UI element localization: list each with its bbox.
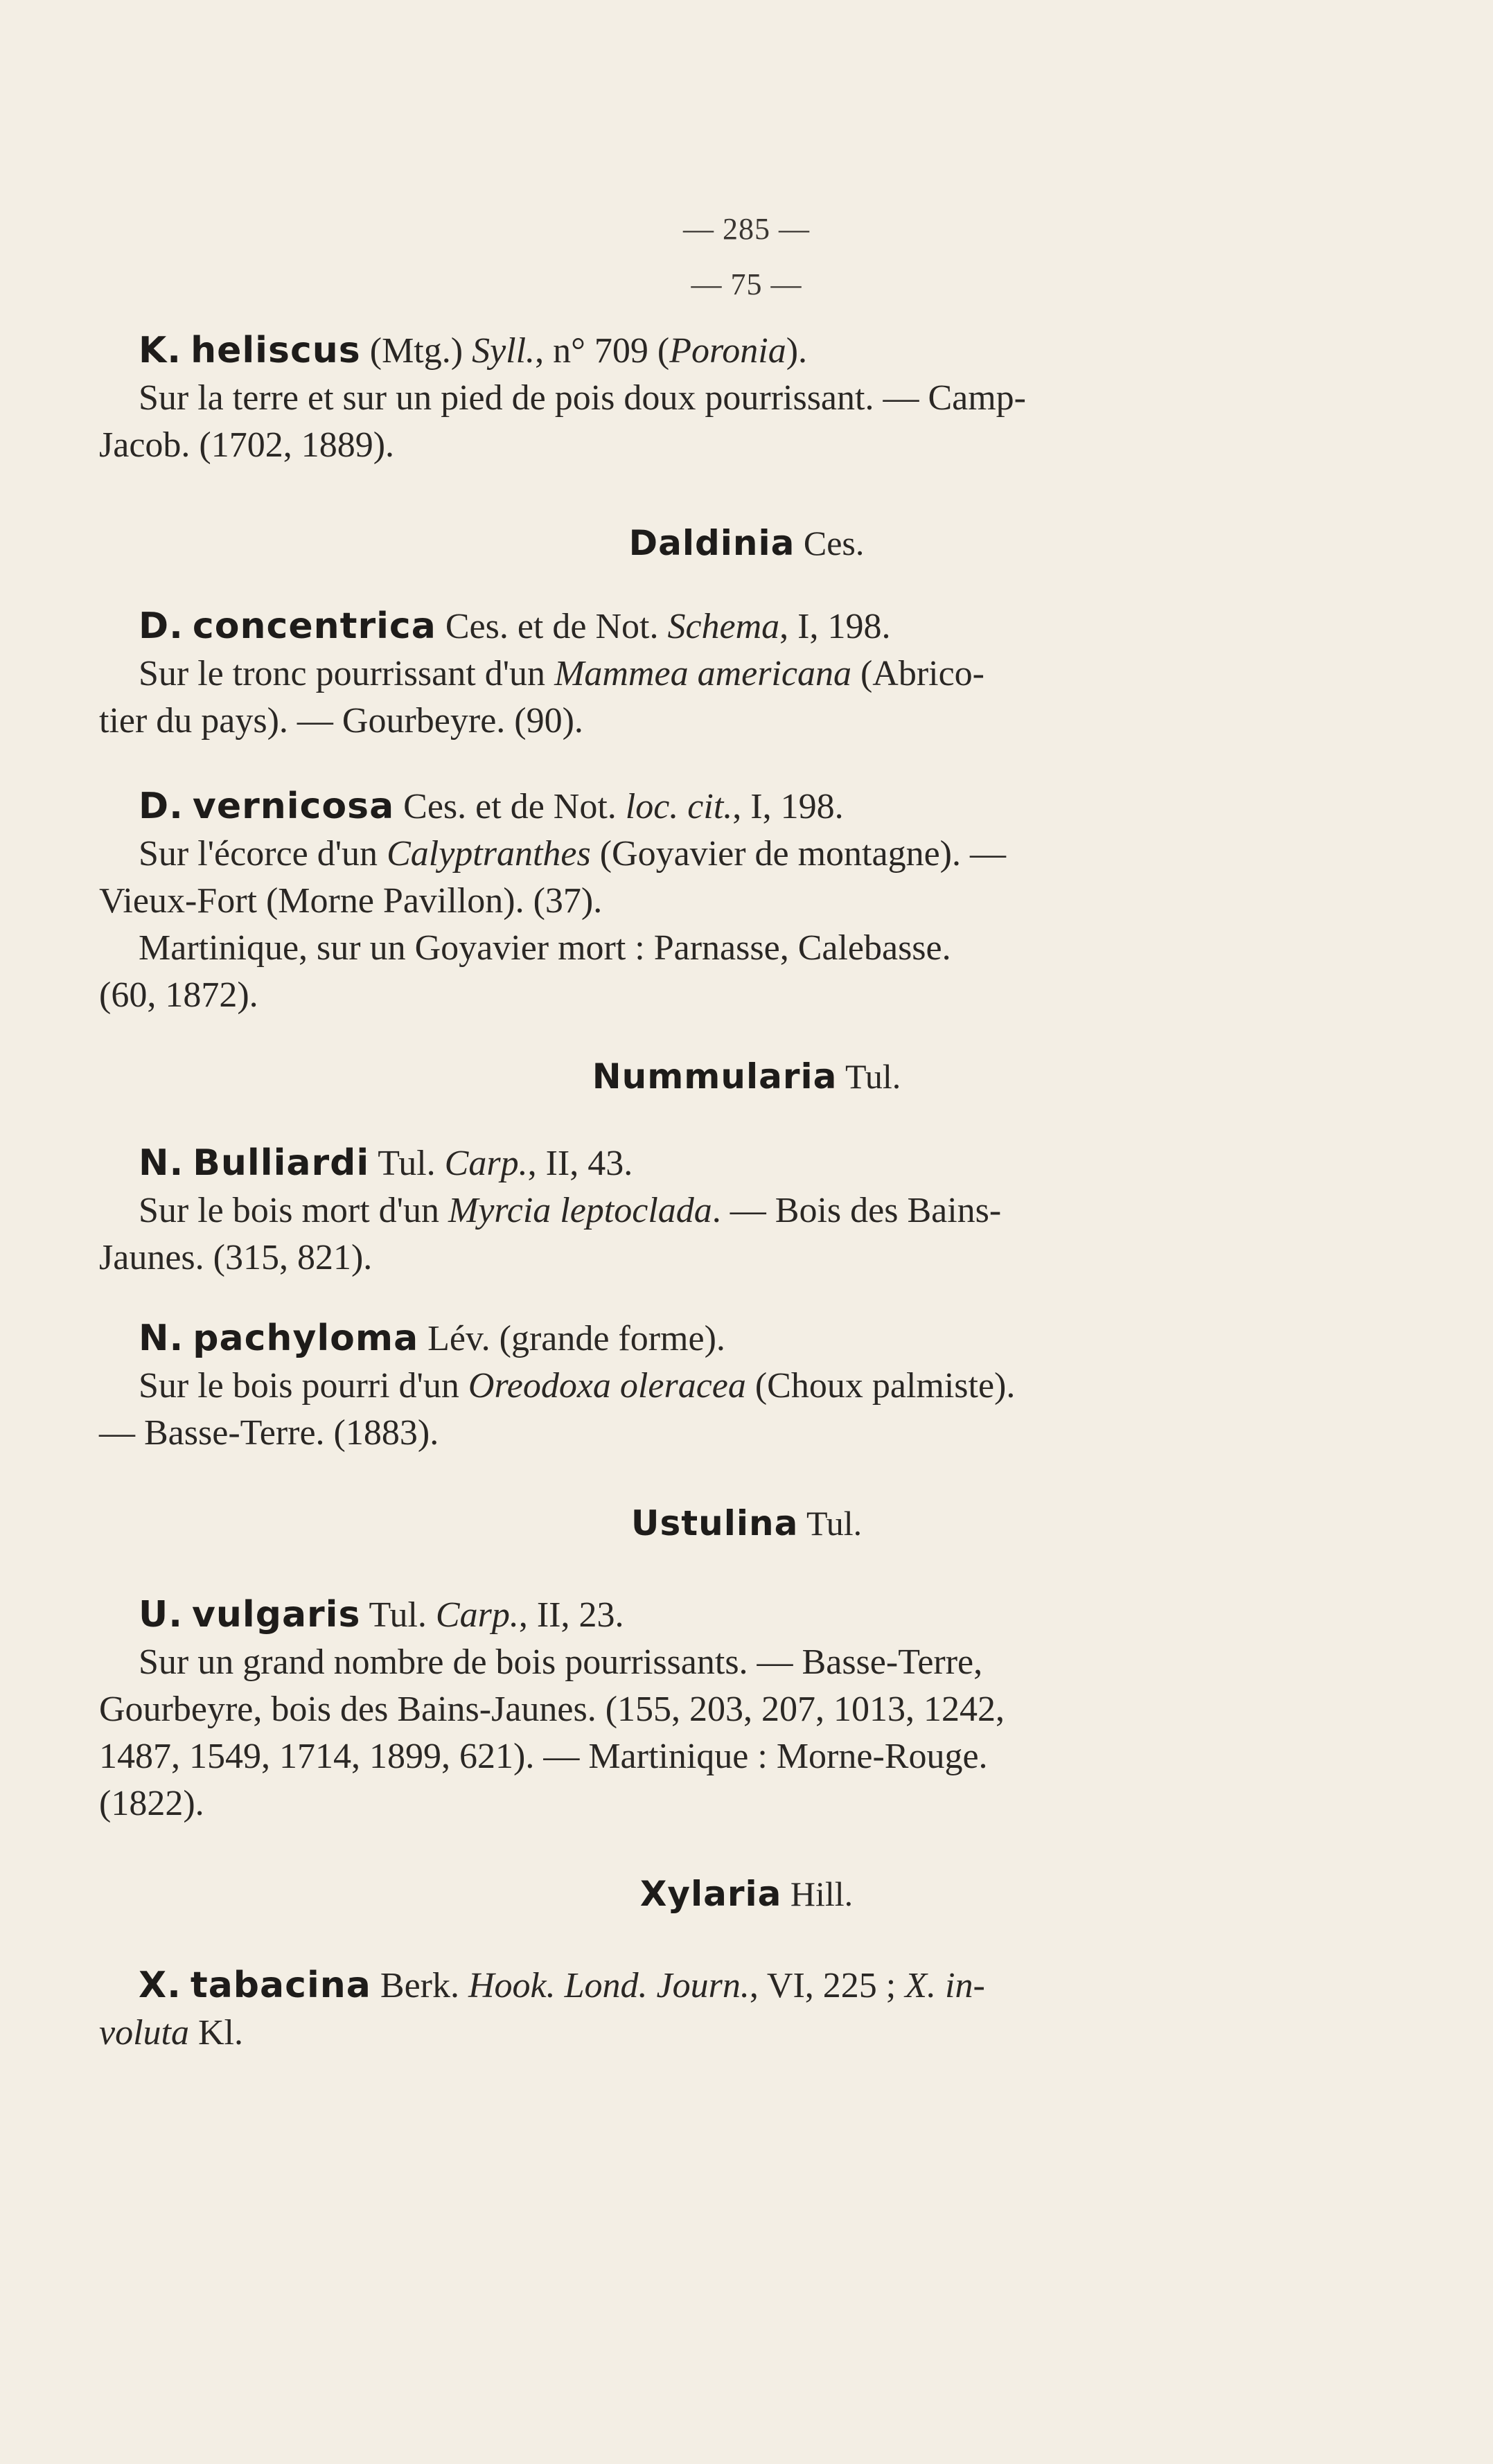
entry-heading: D. concentrica Ces. et de Not. Schema, I, 198. xyxy=(139,605,891,647)
page-number-outer: — 285 — xyxy=(683,212,810,246)
entry-line: (60, 1872). xyxy=(99,975,258,1015)
entry-n-pachyloma xyxy=(99,1315,1142,1457)
entry-line: voluta Kl. xyxy=(99,2013,243,2053)
entry-line: Sur un grand nombre de bois pourrissants. — Basse-Terre, xyxy=(139,1642,983,1682)
entry-heading: U. vulgaris Tul. Carp., II, 23. xyxy=(139,1594,624,1636)
entry-u-vulgaris xyxy=(99,1591,1142,1827)
entry-line: Sur le bois pourri d'un Oreodoxa oleracea (Choux palmiste). xyxy=(139,1366,1016,1406)
entry-n-bulliardi xyxy=(99,1140,1142,1282)
genus-heading-xylaria: Xylaria Hill. xyxy=(639,1874,854,1914)
entry-d-concentrica xyxy=(99,603,1142,745)
entry-heading: K. heliscus (Mtg.) Syll., n° 709 (Poronia). xyxy=(139,330,808,371)
entry-line: Jaunes. (315, 821). xyxy=(99,1238,373,1277)
entry-line: Jacob. (1702, 1889). xyxy=(99,425,395,465)
genus-heading-ustulina: Ustulina Tul. xyxy=(630,1503,863,1543)
genus-heading-daldinia: Daldinia Ces. xyxy=(628,523,865,563)
entry-line: Sur le tronc pourrissant d'un Mammea americana (Abrico- xyxy=(139,654,984,693)
entry-line: Vieux-Fort (Morne Pavillon). (37). xyxy=(99,881,603,921)
entry-line: Martinique, sur un Goyavier mort : Parnasse, Calebasse. xyxy=(139,928,951,968)
entry-line: — Basse-Terre. (1883). xyxy=(99,1413,439,1453)
entry-line: tier du pays). — Gourbeyre. (90). xyxy=(99,701,583,741)
entry-d-vernicosa xyxy=(99,783,1142,1019)
entry-heading: X. tabacina Berk. Hook. Lond. Journ., VI, 225 ; X. in- xyxy=(139,1965,985,2006)
entry-line: Gourbeyre, bois des Bains-Jaunes. (155, 203, 207, 1013, 1242, xyxy=(99,1690,1005,1729)
genus-heading-nummularia: Nummularia Tul. xyxy=(592,1056,901,1097)
entry-line: Sur la terre et sur un pied de pois doux pourrissant. — Camp- xyxy=(139,378,1026,418)
entry-line: Sur le bois mort d'un Myrcia leptoclada. — Bois des Bains- xyxy=(139,1191,1002,1230)
entry-heading: N. pachyloma Lév. (grande forme). xyxy=(139,1318,725,1359)
entry-line: 1487, 1549, 1714, 1899, 621). — Martinique : Morne-Rouge. xyxy=(99,1737,988,1776)
entry-line: (1822). xyxy=(99,1784,204,1823)
page-number-inner: — 75 — xyxy=(691,267,802,301)
entry-heading: N. Bulliardi Tul. Carp., II, 43. xyxy=(139,1142,633,1184)
entry-x-tabacina xyxy=(99,1962,1142,2057)
entry-line: Sur l'écorce d'un Calyptranthes (Goyavier de montagne). — xyxy=(139,834,1006,874)
entry-heading: D. vernicosa Ces. et de Not. loc. cit., I, 198. xyxy=(139,786,844,827)
entry-k-heliscus xyxy=(99,327,1142,469)
